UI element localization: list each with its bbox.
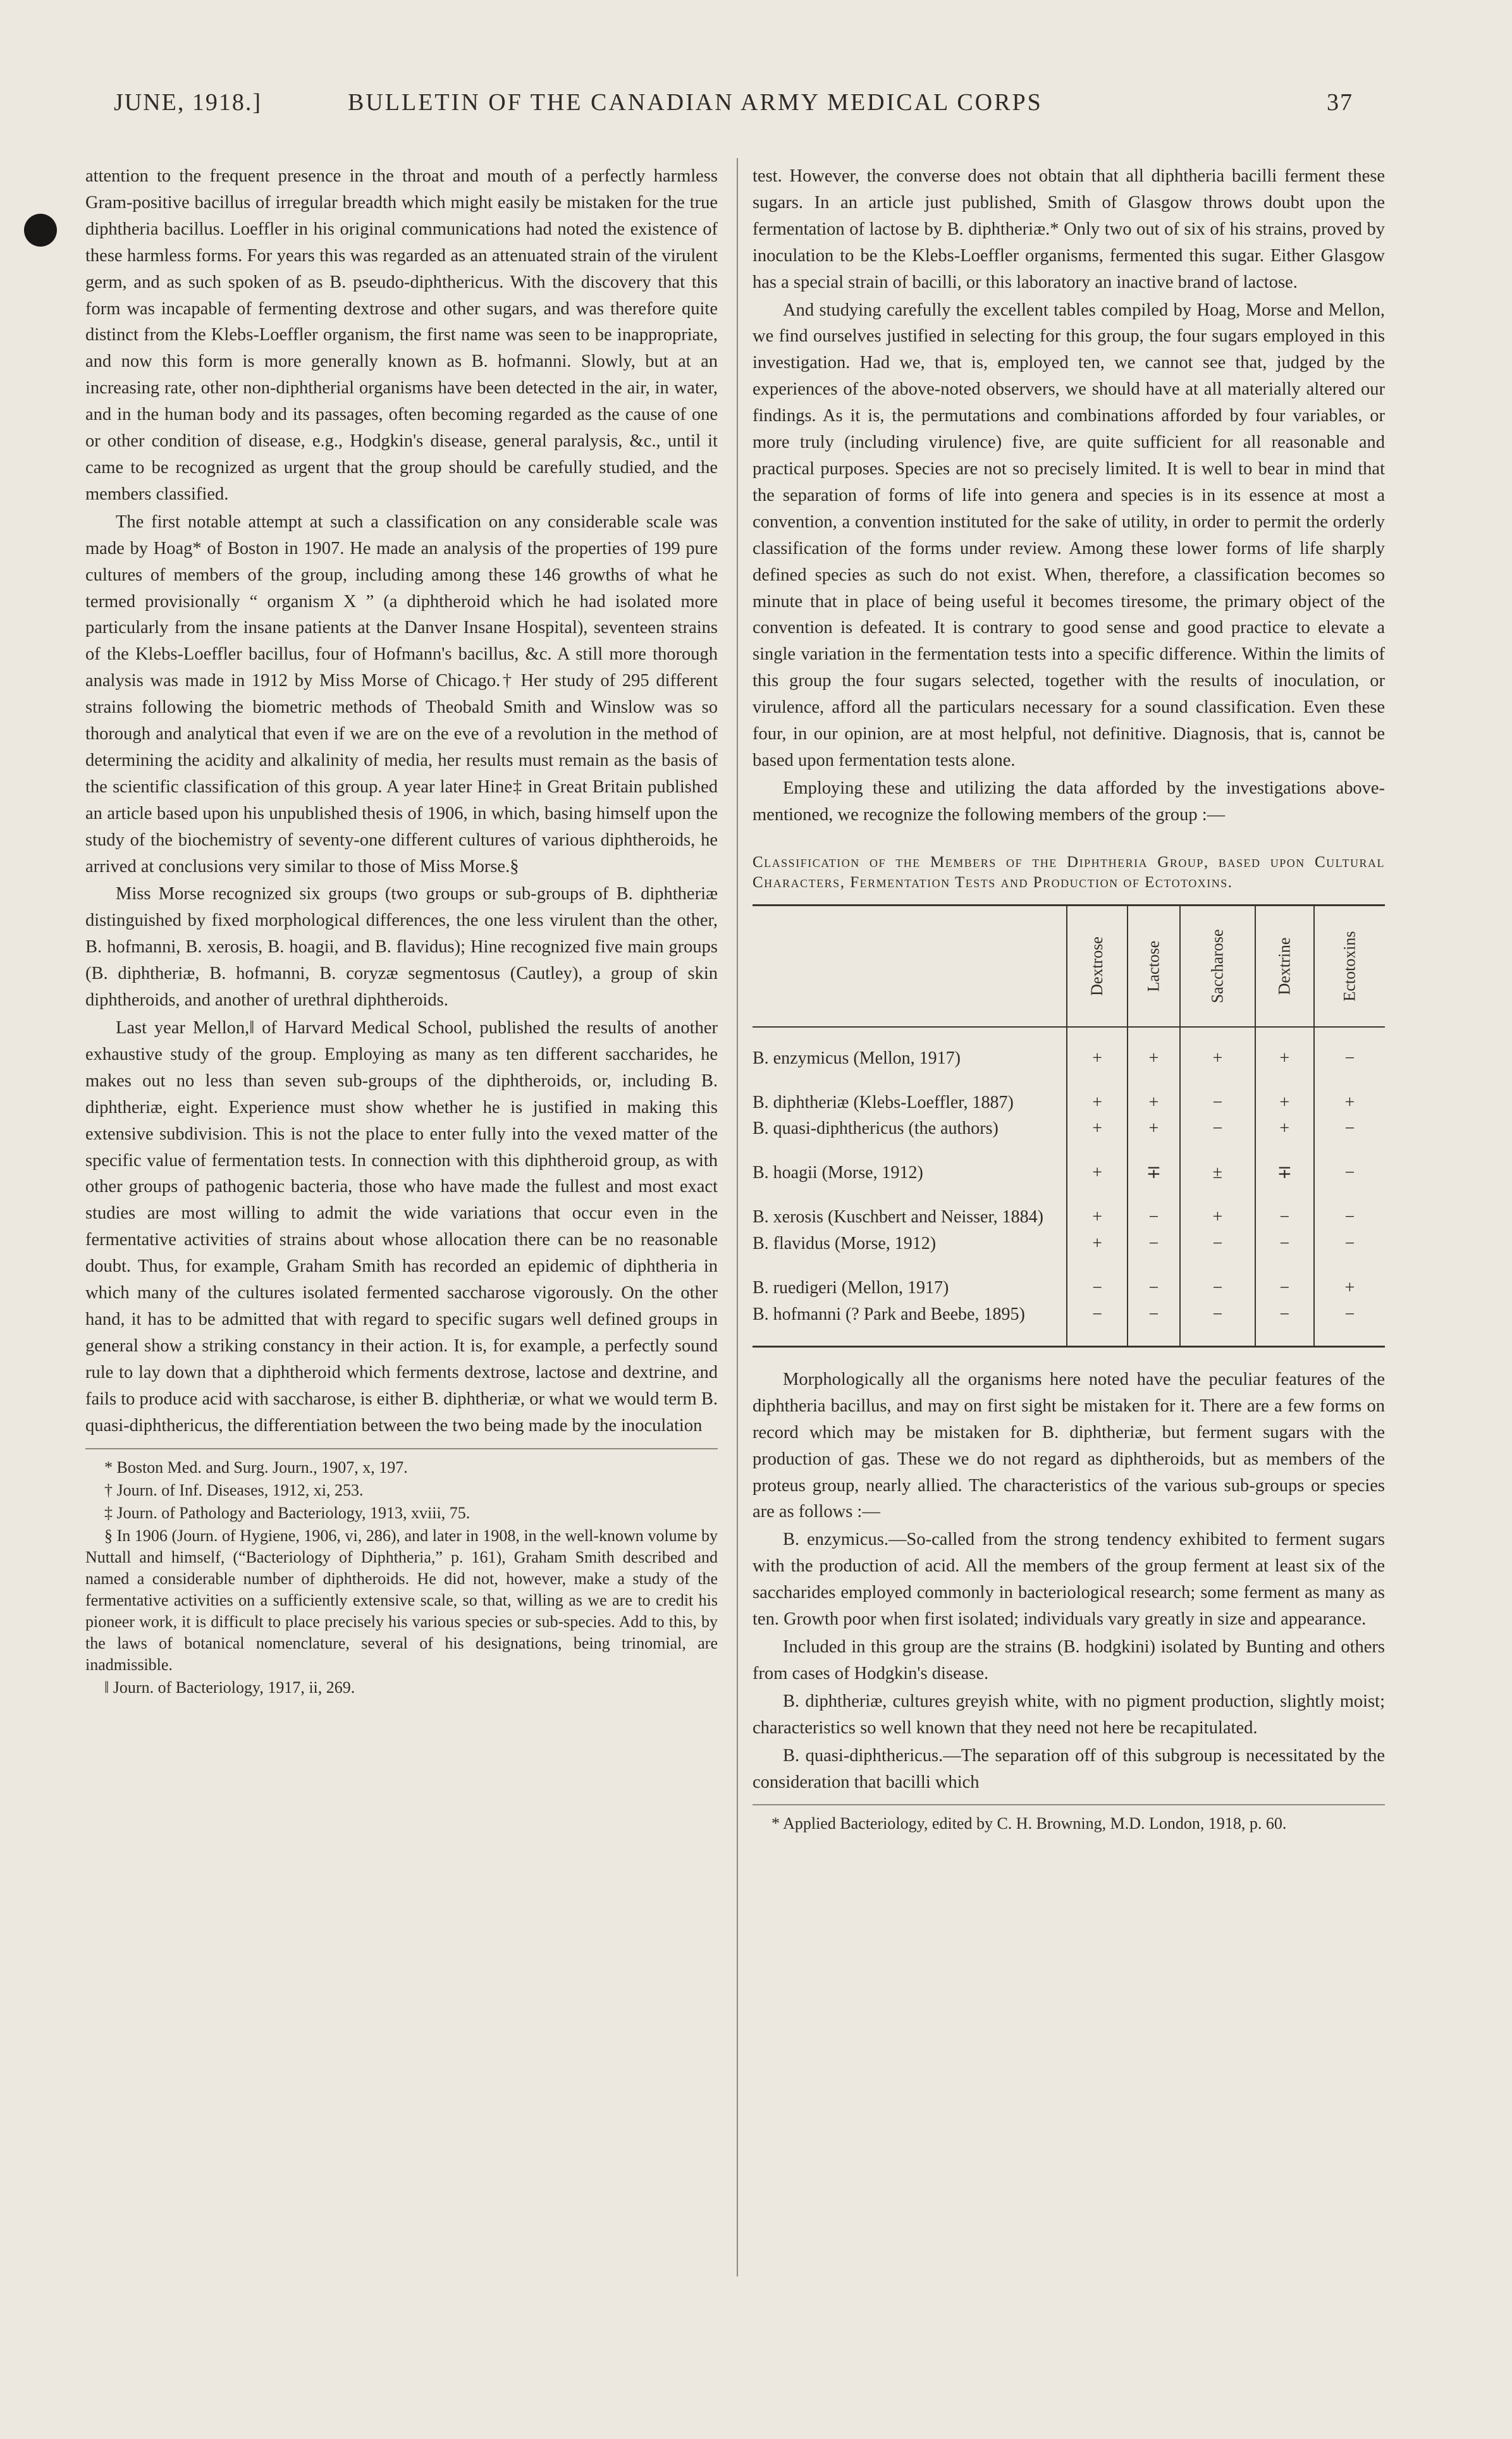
table-spacer-row <box>753 1142 1385 1160</box>
organism-name: B. xerosis (Kuschbert and Neisser, 1884) <box>753 1207 1044 1227</box>
fermentation-mark: − <box>1180 1301 1255 1328</box>
paragraph: Miss Morse recognized six groups (two groups or sub-groups of B. diphtheriæ distinguished by fixed morphological differences, the one less virulent than the other, B. hofmanni, B. xerosis, B. hoagii, and B. flavidus); Hine recognized five main groups (B. diphtheriæ, B. hofmanni, B. coryzæ segmentosus (Cautley), a group of skin diphtheroids, and another of urethral diphtheroids. <box>85 884 718 1011</box>
fermentation-mark: + <box>1314 1090 1385 1116</box>
fermentation-mark: + <box>1180 1045 1255 1072</box>
fermentation-mark: − <box>1128 1231 1180 1257</box>
fermentation-mark: − <box>1180 1231 1255 1257</box>
fermentation-mark: − <box>1067 1275 1128 1301</box>
fermentation-mark: − <box>1180 1090 1255 1116</box>
paragraph: Included in this group are the strains (B. hodgkini) isolated by Bunting and others from cases of Hodgkin's disease. <box>753 1637 1385 1683</box>
organism-name: B. flavidus (Morse, 1912) <box>753 1234 937 1254</box>
left-column <box>85 163 718 1699</box>
paragraph: attention to the frequent presence in the throat and mouth of a perfectly harmless Gram-positive bacillus of irregular breadth which might easily be mistaken for the true diphtheria bacillus. Loeffler in his original communications had noted the existence of these harmless forms. For years this was regarded as an attenuated strain of the virulent germ, and as such spoken of as B. pseudo-diphthericus. With the discovery that this form was incapable of fermenting dextrose and other sugars, and was therefore quite distinct from the Klebs-Loeffler organism, the first name was seen to be inappropriate, and now this form is more generally known as B. hofmanni. Slowly, but at an increasing rate, other non-diphtherial organisms have been detected in the air, in water, and in the human body and its passages, often becoming regarded as the cause of one or other condition of disease, e.g., Hodgkin's disease, general paralysis, &c., until it came to be recognized as urgent that the group should be carefully studied, and the members classified. <box>85 166 718 504</box>
after-table-text <box>753 1367 1385 1796</box>
table-spacer-row <box>753 1257 1385 1275</box>
fermentation-mark: + <box>1067 1045 1128 1072</box>
paragraph: And studying carefully the excellent tables compiled by Hoag, Morse and Mellon, we find ourselves justified in selecting for this group, the four sugars employed in this investigation. Had we, that is, employed ten, we cannot see that, judged by the experiences of the above-noted observers, we should have at all materially altered our findings. As it is, the permutations and combinations afforded by four variables, or more truly (including virulence) five, are quite sufficient for all reasonable and practical purposes. Species are not so precisely limited. It is well to bear in mind that the separation of forms of life into genera and species is in its essence at most a convention, a convention instituted for the sake of utility, in order to permit the orderly classification of the forms under review. Among these lower forms of life sharply defined species as such do not exist. When, therefore, a classification becomes so minute that in place of being useful it becomes tiresome, the primary object of the convention is defeated. It is contrary to good sense and good practice to elevate a single variation in the fermentation tests into a specific difference. Within the limits of this group the four sugars selected, together with the results of inoculation, or virulence, afford all the particulars necessary for a sound classification. Even these four, in our opinion, are at most helpful, not definitive. Diagnosis, that is, cannot be based upon fermentation tests alone. <box>753 300 1385 770</box>
fermentation-mark: − <box>1314 1204 1385 1231</box>
col-header: Ectotoxins <box>1314 905 1385 1027</box>
fermentation-mark: − <box>1314 1231 1385 1257</box>
table-row <box>753 1301 1385 1328</box>
fermentation-mark: − <box>1314 1301 1385 1328</box>
fermentation-mark: − <box>1314 1115 1385 1142</box>
fermentation-mark: − <box>1255 1231 1314 1257</box>
fermentation-mark: − <box>1255 1301 1314 1328</box>
footnotes <box>753 1813 1385 1834</box>
fermentation-mark: − <box>1128 1301 1180 1328</box>
fermentation-mark: − <box>1255 1204 1314 1231</box>
paragraph: B. enzymicus.—So-called from the strong tendency exhibited to ferment sugars with the production of acid. All the members of the group ferment at least six of the saccharides employed commonly in bacteriological research; some ferment as many as ten. Growth poor when first isolated; individuals vary greatly in size and appearance. <box>753 1530 1385 1630</box>
footnote: ‖ Journ. of Bacteriology, 1917, ii, 269. <box>104 1678 355 1697</box>
table-row <box>753 1045 1385 1072</box>
table-body <box>753 1027 1385 1347</box>
table-row <box>753 1160 1385 1186</box>
organism-name: B. ruedigeri (Mellon, 1917) <box>753 1278 949 1298</box>
fermentation-mark: − <box>1128 1275 1180 1301</box>
organism-name: B. enzymicus (Mellon, 1917) <box>753 1048 961 1068</box>
fermentation-mark: − <box>1180 1275 1255 1301</box>
fermentation-mark: ∓ <box>1255 1160 1314 1186</box>
fermentation-mark: − <box>1128 1204 1180 1231</box>
fermentation-mark: + <box>1255 1045 1314 1072</box>
header-journal-title: BULLETIN OF THE CANADIAN ARMY MEDICAL CORPS <box>348 89 1043 116</box>
footnote: * Boston Med. and Surg. Journ., 1907, x, 197. <box>104 1458 408 1477</box>
footnote: * Applied Bacteriology, edited by C. H. Browning, M.D. London, 1918, p. 60. <box>771 1814 1287 1833</box>
fermentation-mark: + <box>1255 1090 1314 1116</box>
paragraph: test. However, the converse does not obtain that all diphtheria bacilli ferment these sugars. In an article just published, Smith of Glasgow throws doubt upon the fermentation of lactose by B. diphtheriæ.* Only two out of six of his strains, proved by inoculation to be the Klebs-Loeffler organisms, fermented this sugar. Either Glasgow has a special strain of bacilli, or this laboratory an inactive brand of lactose. <box>753 166 1385 292</box>
table-spacer-row <box>753 1186 1385 1204</box>
col-header: Dextrine <box>1255 905 1314 1027</box>
paragraph: Morphologically all the organisms here noted have the peculiar features of the diphtheria bacillus, and may on first sight be mistaken for it. There are a few forms on record which may be mistaken for B. diphtheriæ, but ferment sugars with the production of gas. These we do not regard as diphtheroids, but as members of the proteus group, nearly allied. The characteristics of the various sub-groups or species are as follows :— <box>753 1369 1385 1522</box>
fermentation-mark: − <box>1067 1301 1128 1328</box>
fermentation-mark: ∓ <box>1128 1160 1180 1186</box>
running-header <box>108 89 1353 126</box>
footnote-divider <box>85 1448 718 1449</box>
fermentation-mark: ± <box>1180 1160 1255 1186</box>
page-number: 37 <box>1327 89 1353 116</box>
table-row <box>753 1115 1385 1142</box>
table-row <box>753 1204 1385 1231</box>
organism-name: B. quasi-diphthericus (the authors) <box>753 1119 999 1139</box>
fermentation-mark: + <box>1067 1160 1128 1186</box>
footnote: § In 1906 (Journ. of Hygiene, 1906, vi, 286), and later in 1908, in the well-known volume by Nuttall and himself, (“Bacteriology of Diphtheria,” p. 161), Graham Smith described and named a considerable number of diphtheroids. He did not, however, make a study of the fermentative activities on a sufficiently extensive scale, so that, willing as we are to credit his pioneer work, it is difficult to place precisely his various species or sub-species. Add to this, by the laws of botanical nomenclature, several of his designations, being trinomial, are inadmissible. <box>85 1526 718 1674</box>
table-spacer-row <box>753 1328 1385 1347</box>
fermentation-mark: + <box>1067 1115 1128 1142</box>
table-row <box>753 1231 1385 1257</box>
organism-name: B. hoagii (Morse, 1912) <box>753 1163 923 1183</box>
footnote-divider <box>753 1804 1385 1805</box>
table-header-blank <box>753 905 1067 1027</box>
organism-name: B. hofmanni (? Park and Beebe, 1895) <box>753 1304 1025 1324</box>
col-header: Saccharose <box>1180 905 1255 1027</box>
fermentation-mark: + <box>1067 1231 1128 1257</box>
fermentation-mark: + <box>1180 1204 1255 1231</box>
table-row <box>753 1275 1385 1301</box>
fermentation-mark: + <box>1067 1204 1128 1231</box>
organism-name: B. diphtheriæ (Klebs-Loeffler, 1887) <box>753 1092 1014 1112</box>
paragraph: B. diphtheriæ, cultures greyish white, with no pigment production, slightly moist; characteristics so well known that they need not here be recapitulated. <box>753 1691 1385 1738</box>
table-spacer-row <box>753 1072 1385 1090</box>
fermentation-mark: − <box>1255 1275 1314 1301</box>
classification-table <box>753 904 1385 1348</box>
fermentation-mark: + <box>1128 1115 1180 1142</box>
paragraph: B. quasi-diphthericus.—The separation off of this subgroup is necessitated by the consideration that bacilli which <box>753 1745 1385 1792</box>
paragraph: The first notable attempt at such a classification on any considerable scale was made by Hoag* of Boston in 1907. He made an analysis of the properties of 199 pure cultures of members of the group, including among these 146 growths of what he termed provisionally “ organism X ” (a diphtheroid which he had isolated more particularly from the insane patients at the Danver Insane Hospital), seventeen strains of the Klebs-Loeffler bacillus, four of Hofmann's bacillus, &c. A still more thorough analysis was made in 1912 by Miss Morse of Chicago.† Her study of 295 different strains following the biometric methods of Theobald Smith and Winslow was so thorough and analytical that even if we are on the eve of a revolution in the method of determining the acidity and alkalinity of media, her results must remain as the basis of the scientific classification of this group. A year later Hine‡ in Great Britain published an article based upon his unpublished thesis of 1906, in which, basing himself upon the study of the biochemistry of seventy-one different cultures of various diphtheroids, he arrived at conclusions very similar to those of Miss Morse.§ <box>85 512 718 876</box>
col-header: Dextrose <box>1067 905 1128 1027</box>
table-row <box>753 1090 1385 1116</box>
fermentation-mark: + <box>1255 1115 1314 1142</box>
table-header-row <box>753 905 1385 1027</box>
table-spacer-row <box>753 1027 1385 1045</box>
fermentation-mark: + <box>1067 1090 1128 1116</box>
fermentation-mark: − <box>1314 1045 1385 1072</box>
punch-hole <box>24 214 57 247</box>
fermentation-mark: + <box>1128 1045 1180 1072</box>
col-header: Lactose <box>1128 905 1180 1027</box>
table-caption: Classification of the Members of the Diphtheria Group, based upon Cultural Characters, Fermentation Tests and Production of Ectotoxins. <box>753 853 1385 891</box>
footnote: ‡ Journ. of Pathology and Bacteriology, 1913, xviii, 75. <box>104 1503 470 1522</box>
fermentation-mark: − <box>1180 1115 1255 1142</box>
footnote: † Journ. of Inf. Diseases, 1912, xi, 253. <box>104 1480 364 1499</box>
paragraph: Employing these and utilizing the data afforded by the investigations above-mentioned, we recognize the following members of the group :— <box>753 778 1385 825</box>
header-date: JUNE, 1918.] <box>114 89 262 116</box>
fermentation-mark: − <box>1314 1160 1385 1186</box>
fermentation-mark: + <box>1128 1090 1180 1116</box>
fermentation-mark: + <box>1314 1275 1385 1301</box>
right-column <box>753 163 1385 1834</box>
footnotes <box>85 1457 718 1699</box>
paragraph: Last year Mellon,‖ of Harvard Medical School, published the results of another exhaustive study of the group. Employing as many as ten different saccharides, he makes out no less than seven sub-groups of the diphtheroids, or, including B. diphtheriæ, eight. Experience must show whether he is justified in making this extensive subdivision. This is not the place to enter fully into the vexed matter of the specific value of fermentation tests. In connection with this diphtheroid group, as with other groups of pathogenic bacteria, those who have made the fullest and most exact studies are most willing to admit the wide variations that occur even in the fermentative activities of strains about whose allocation there can be no reasonable doubt. Thus, for example, Graham Smith has recorded an epidemic of diphtheria in which many of the cultures isolated fermented saccharose vigorously. On the other hand, it has to be admitted that with regard to specific sugars well defined groups in general show a striking constancy in their action. It is, for example, a perfectly sound rule to lay down that a diphtheroid which ferments dextrose, lactose and dextrine, and fails to produce acid with saccharose, is either B. diphtheriæ, or what we would term B. quasi-diphthericus, the differentiation between the two being made by the inoculation <box>85 1018 718 1435</box>
column-divider <box>737 158 738 2276</box>
